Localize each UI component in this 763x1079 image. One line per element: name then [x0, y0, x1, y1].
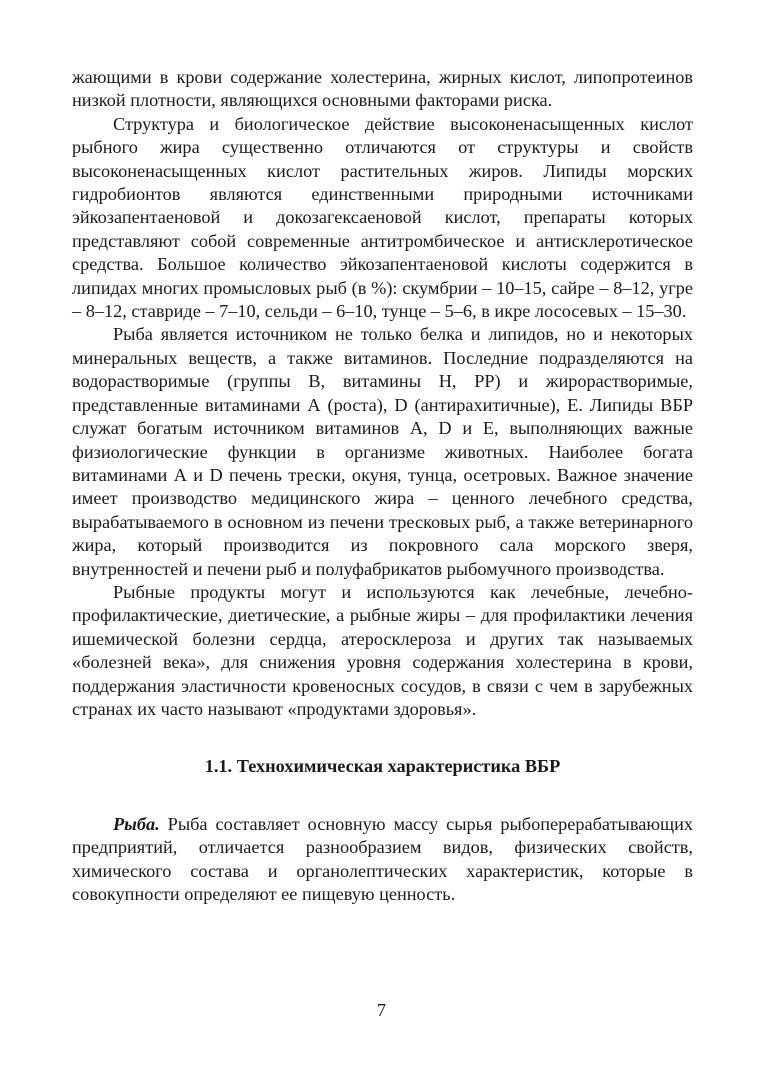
section-heading: 1.1. Технохимическая характеристика ВБР — [204, 756, 561, 777]
paragraph-therapeutic-products: Рыбные продукты могут и используются как лечебные, лечебно-профилактические, диетические, а рыбные жиры – для профилактики лечения ишемической болезни сердца, атеросклероза и других так называемых «болезней века», для снижения уровня содержания холестерина в крови, поддержания эластичности кровеносных сосудов, в связи с чем в зарубежных странах их часто называют «продуктами здоровья». — [72, 581, 693, 719]
page-number: 7 — [376, 1000, 387, 1020]
paragraph-cholesterol-continuation: жающими в крови содержание холестерина, жирных кислот, липопротеинов низкой плотности, являющихся основными факторами риска. — [72, 67, 693, 111]
paragraph-vitamins: Рыба является источником не только белка и липидов, но и некоторых минеральных веществ, а также витаминов. Последние подразделяются на водорастворимые (группы В, витамины Н, РР) и жирорастворимые, представленные витаминами А (роста), D (антирахитичные), Е. Липиды ВБР служат богатым источником витаминов А, D и Е, выполняющих важные физиологические функции в организме животных. Наиболее богата витаминами А и D печень трески, окуня, тунца, осетровых. Важное значение имеет производство медицинского жира – ценного лечебного средства, вырабатываемого в основном из печени тресковых рыб, а также ветеринарного жира, который производится из покровного сала морского зверя, внутренностей и печени рыб и полуфабрикатов рыбомучного производства. — [72, 324, 693, 579]
lead-text: Рыба составляет основную массу сырья рыбоперерабатывающих предприятий, отличается разнообразием видов, физических свойств, химического состава и органолептических характеристик, которые в совокупности определяют ее пищевую ценность. — [72, 813, 693, 904]
page-body — [72, 66, 693, 906]
lead-term: Рыба. — [113, 813, 160, 834]
paragraph-fish-definition — [72, 813, 693, 907]
paragraph-fish-oil-acids: Структура и биологическое действие высоконенасыщенных кислот рыбного жира существенно отличаются от структуры и свойств высоконенасыщенных кислот растительных жиров. Липиды морских гидробионтов являются единственными природными источниками эйкозапентаеновой и докозагексаеновой кислот, препараты которых представляют собой современные антитромбическое и антисклеротическое средства. Большое количество эйкозапентаеновой кислоты содержится в липидах многих промысловых рыб (в %): скумбрии – 10–15, сайре – 8–12, угре – 8–12, ставриде – 7–10, сельди – 6–10, тунце – 5–6, в икре лососевых – 15–30. — [72, 113, 693, 322]
